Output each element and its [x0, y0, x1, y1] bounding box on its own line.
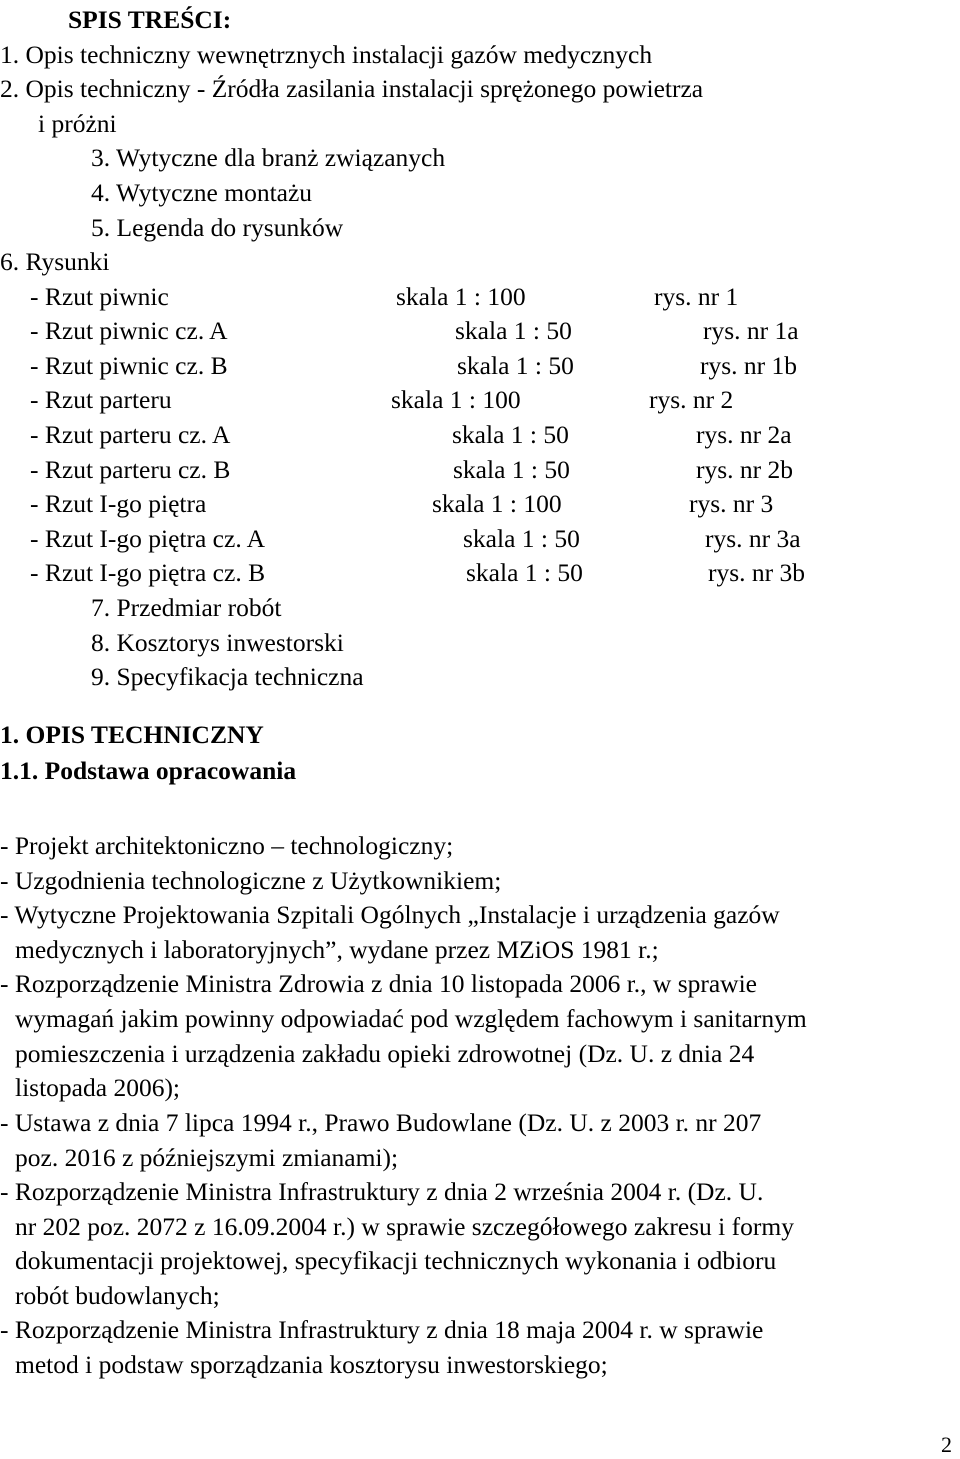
drawing-name: - Rzut I-go piętra cz. A	[30, 524, 266, 553]
drawing-name: - Rzut I-go piętra cz. B	[30, 558, 266, 587]
drawing-ref: rys. nr 1	[654, 282, 739, 311]
toc-item-1: 1. Opis techniczny wewnętrznych instalacji gazów medycznych	[0, 40, 653, 69]
body-line: dokumentacji projektowej, specyfikacji technicznych wykonania i odbioru	[15, 1246, 777, 1275]
section-heading-1: 1. OPIS TECHNICZNY	[0, 720, 264, 749]
body-line: - Rozporządzenie Ministra Infrastruktury z dnia 2 września 2004 r. (Dz. U.	[0, 1177, 764, 1206]
drawing-scale: skala 1 : 50	[453, 455, 570, 484]
body-line: metod i podstaw sporządzania kosztorysu inwestorskiego;	[15, 1350, 608, 1379]
drawing-name: - Rzut parteru	[30, 385, 172, 414]
drawing-row	[0, 556, 960, 590]
body-line: nr 202 poz. 2072 z 16.09.2004 r.) w sprawie szczegółowego zakresu i formy	[15, 1212, 794, 1241]
drawing-name: - Rzut piwnic cz. A	[30, 316, 228, 345]
drawing-ref: rys. nr 2	[649, 385, 734, 414]
body-line: poz. 2016 z późniejszymi zmianami);	[15, 1143, 399, 1172]
drawing-row	[0, 314, 960, 348]
drawing-scale: skala 1 : 100	[396, 282, 526, 311]
body-line: - Rozporządzenie Ministra Infrastruktury z dnia 18 maja 2004 r. w sprawie	[0, 1315, 764, 1344]
body-line: robót budowlanych;	[15, 1281, 220, 1310]
toc-item-3: 3. Wytyczne dla branż związanych	[91, 143, 446, 172]
drawing-scale: skala 1 : 100	[432, 489, 562, 518]
body-line: - Rozporządzenie Ministra Zdrowia z dnia 10 listopada 2006 r., w sprawie	[0, 969, 757, 998]
drawing-row	[0, 349, 960, 383]
drawing-name: - Rzut parteru cz. B	[30, 455, 231, 484]
section-heading-1-1: 1.1. Podstawa opracowania	[0, 756, 297, 785]
toc-item-6: 6. Rysunki	[0, 247, 110, 276]
body-line: pomieszczenia i urządzenia zakładu opieki zdrowotnej (Dz. U. z dnia 24	[15, 1039, 755, 1068]
toc-item-5: 5. Legenda do rysunków	[91, 213, 344, 242]
body-line: wymagań jakim powinny odpowiadać pod względem fachowym i sanitarnym	[15, 1004, 807, 1033]
drawing-ref: rys. nr 1a	[703, 316, 799, 345]
drawing-row	[0, 487, 960, 521]
toc-item-8: 8. Kosztorys inwestorski	[91, 628, 344, 657]
drawing-scale: skala 1 : 50	[463, 524, 580, 553]
drawing-scale: skala 1 : 50	[457, 351, 574, 380]
toc-item-9: 9. Specyfikacja techniczna	[91, 662, 364, 691]
drawing-row	[0, 522, 960, 556]
drawing-ref: rys. nr 3b	[708, 558, 806, 587]
toc-heading: SPIS TREŚCI:	[68, 5, 232, 34]
body-line: - Ustawa z dnia 7 lipca 1994 r., Prawo Budowlane (Dz. U. z 2003 r. nr 207	[0, 1108, 762, 1137]
drawing-name: - Rzut parteru cz. A	[30, 420, 231, 449]
toc-item-2: 2. Opis techniczny - Źródła zasilania instalacji sprężonego powietrza	[0, 74, 704, 103]
drawing-name: - Rzut I-go piętra	[30, 489, 207, 518]
page-number: 2	[941, 1432, 952, 1457]
body-line: medycznych i laboratoryjnych”, wydane przez MZiOS 1981 r.;	[15, 935, 659, 964]
drawing-scale: skala 1 : 50	[452, 420, 569, 449]
body-line: - Wytyczne Projektowania Szpitali Ogólnych „Instalacje i urządzenia gazów	[0, 900, 780, 929]
drawing-row	[0, 383, 960, 417]
toc-item-2-continuation: i próżni	[38, 109, 117, 138]
drawing-row	[0, 418, 960, 452]
body-line: - Projekt architektoniczno – technologiczny;	[0, 831, 454, 860]
drawing-name: - Rzut piwnic	[30, 282, 169, 311]
drawing-ref: rys. nr 2b	[696, 455, 794, 484]
drawing-row	[0, 453, 960, 487]
drawing-scale: skala 1 : 100	[391, 385, 521, 414]
toc-item-7: 7. Przedmiar robót	[91, 593, 282, 622]
drawing-scale: skala 1 : 50	[455, 316, 572, 345]
drawing-ref: rys. nr 1b	[700, 351, 798, 380]
drawing-ref: rys. nr 3	[689, 489, 774, 518]
drawing-name: - Rzut piwnic cz. B	[30, 351, 228, 380]
toc-item-4: 4. Wytyczne montażu	[91, 178, 313, 207]
body-line: listopada 2006);	[15, 1073, 181, 1102]
body-line: - Uzgodnienia technologiczne z Użytkownikiem;	[0, 866, 502, 895]
drawing-scale: skala 1 : 50	[466, 558, 583, 587]
drawing-row	[0, 280, 960, 314]
drawing-ref: rys. nr 3a	[705, 524, 801, 553]
drawing-ref: rys. nr 2a	[696, 420, 792, 449]
